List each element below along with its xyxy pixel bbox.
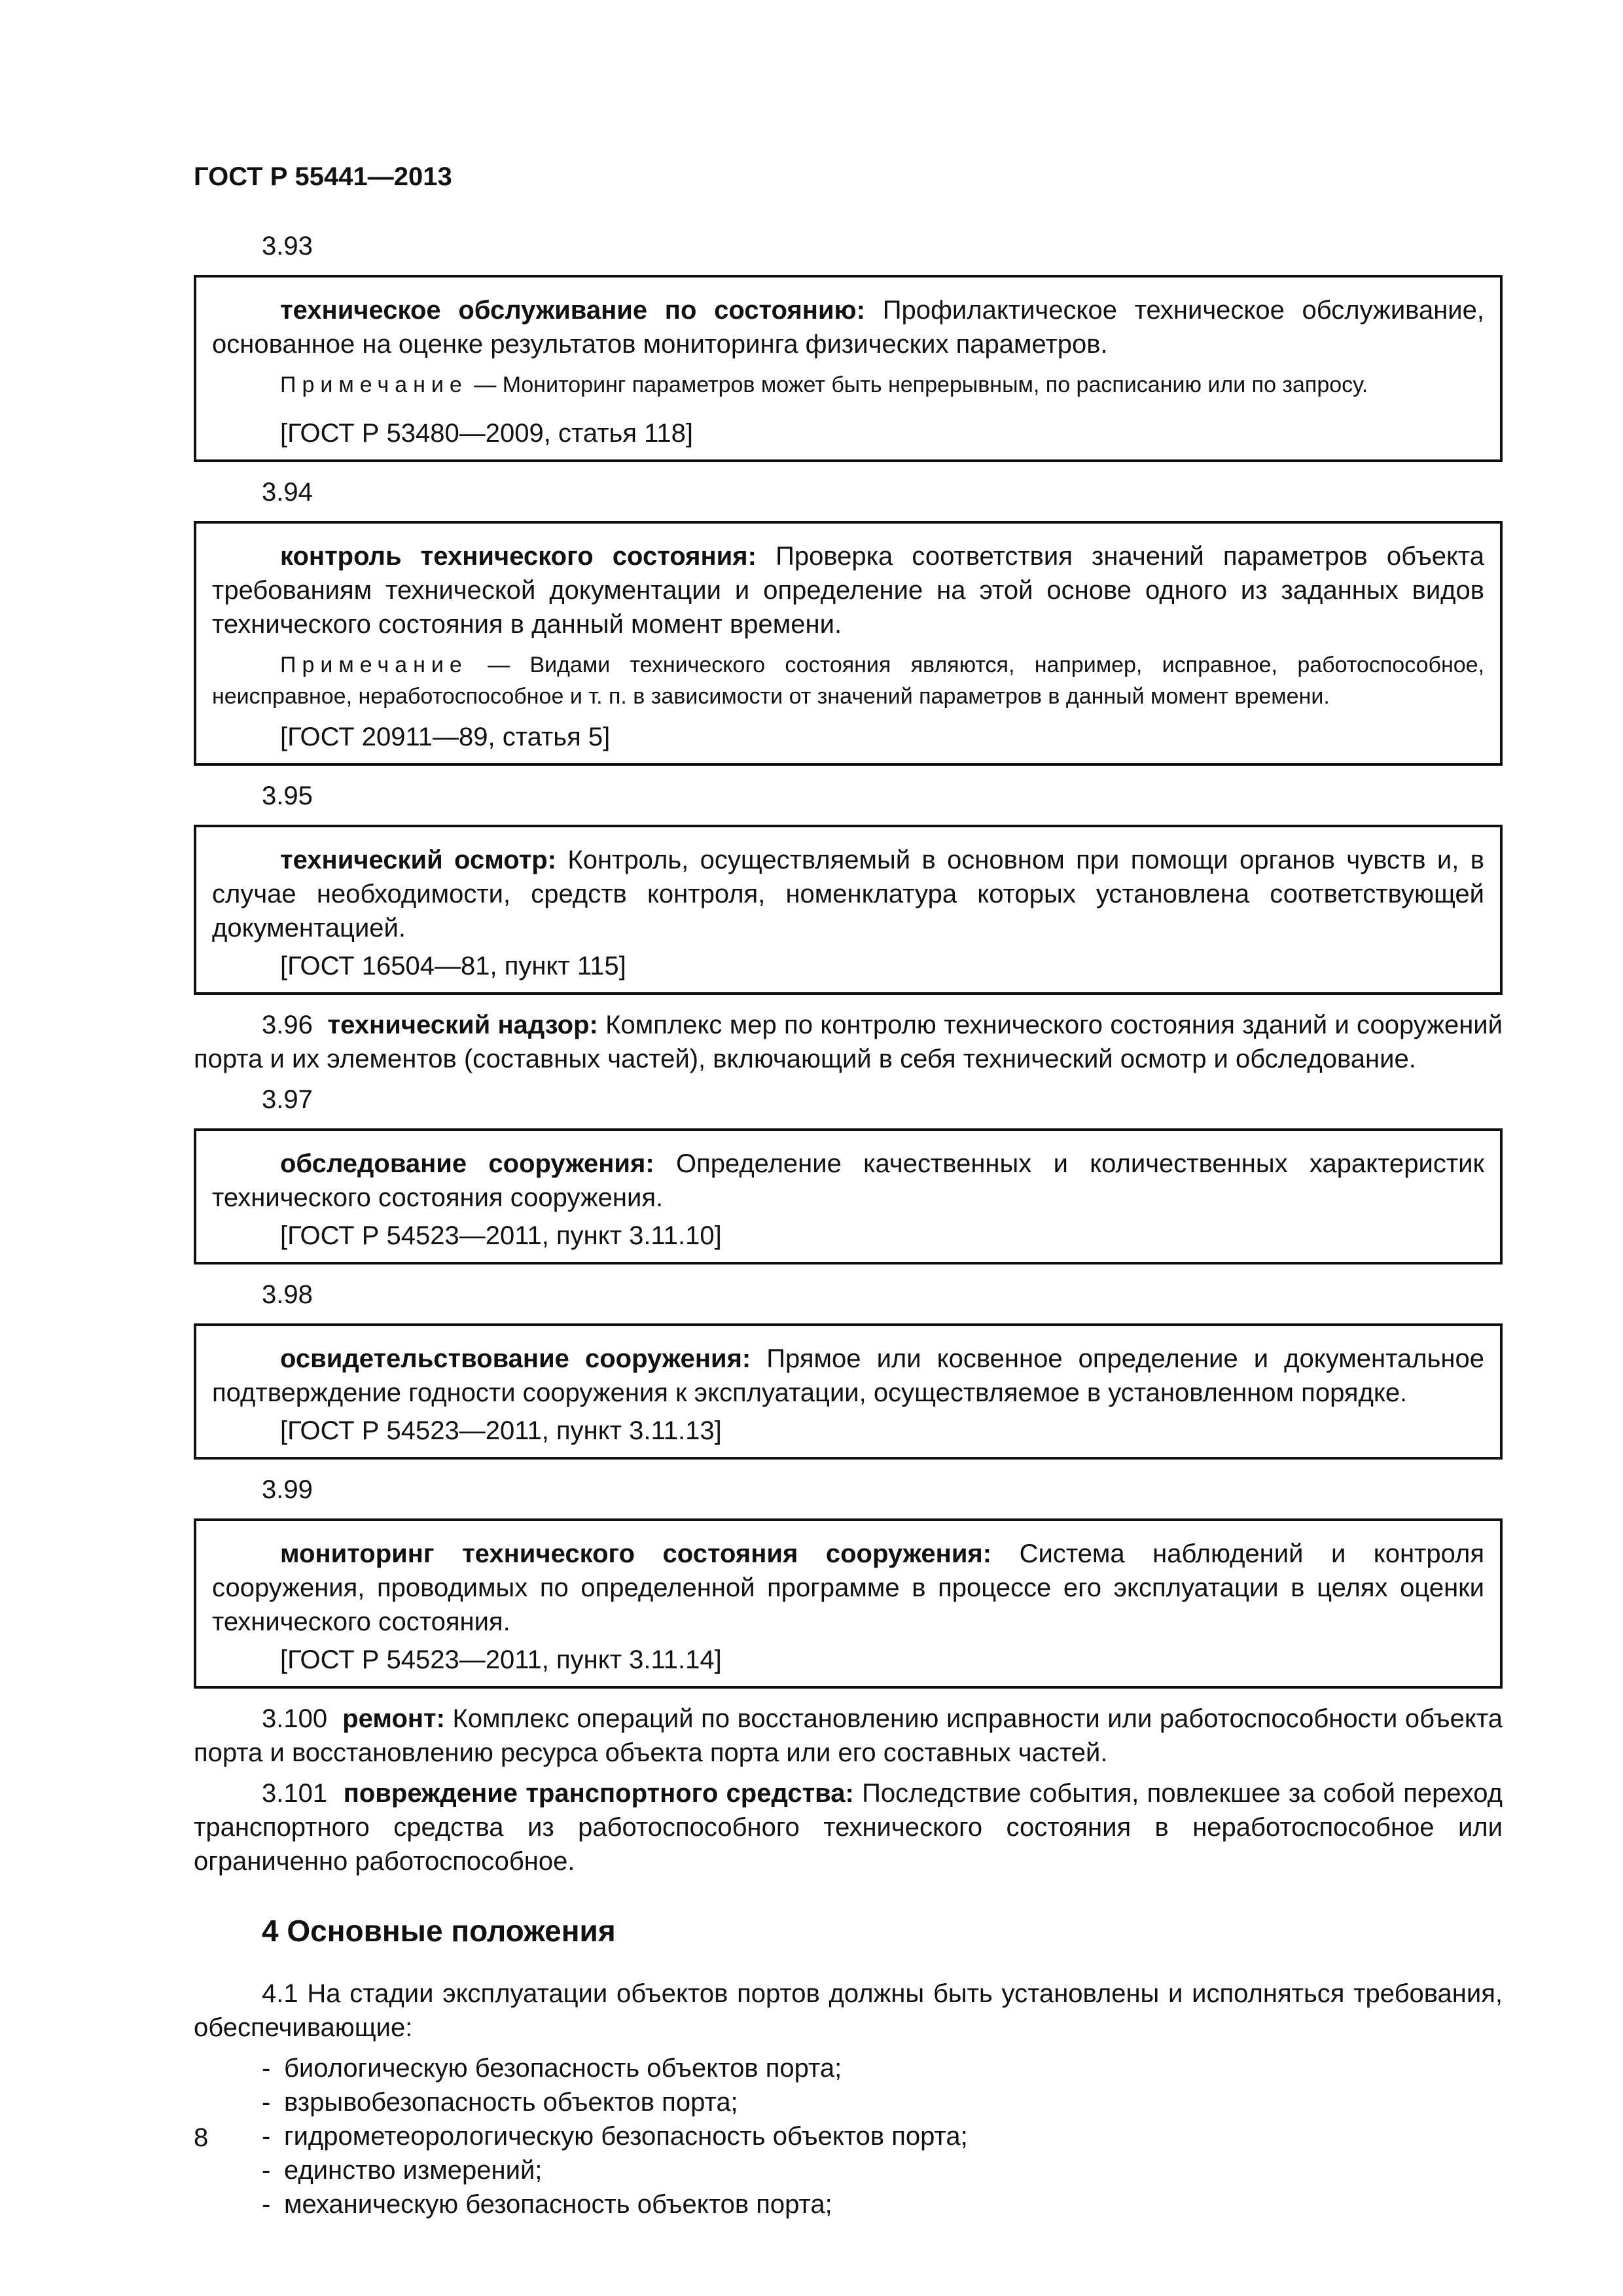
list-item: - биологическую безопасность объектов порта; (262, 2054, 842, 2083)
entry-number: 3.99 (262, 1475, 313, 1504)
term-box-3-94 (194, 521, 1503, 766)
term-definition (212, 1537, 1484, 1639)
term-definition (212, 843, 1484, 945)
entry-number: 3.97 (262, 1085, 313, 1114)
term-reference: [ГОСТ Р 53480—2009, статья 118] (280, 419, 694, 448)
definition: Профилактическое техническое обслуживание, основанное на оценке результатов мониторинга физических параметров. (212, 296, 1484, 359)
entry-number: 3.101 (262, 1779, 328, 1808)
section-heading: 4 Основные положения (262, 1914, 616, 1948)
entry-3-96 (194, 1008, 1503, 1076)
term-note (212, 649, 1484, 712)
entry-number: 3.96 (262, 1011, 313, 1039)
term-definition (212, 539, 1484, 641)
term: техническое обслуживание по состоянию: (280, 296, 866, 325)
list-item: - единство измерений; (262, 2156, 543, 2185)
term-definition (212, 1342, 1484, 1410)
entry-number: 3.100 (262, 1704, 328, 1733)
term: контроль технического состояния: (280, 542, 757, 571)
definition: Контроль, осуществляемый в основном при помощи органов чувств и, в случае необходимости, средств контроля, номенклатура которых установлена соответствующей документацией. (212, 846, 1485, 942)
term: освидетельствование сооружения: (280, 1344, 751, 1373)
note-text: — Видами технического состояния являются, например, исправное, работоспособное, неисправное, неработоспособное и т. п. в зависимости от значений параметров в данный момент времени. (212, 653, 1484, 709)
list-item: - взрывобезопасность объектов порта; (262, 2088, 738, 2117)
definition: Комплекс операций по восстановлению исправности или работоспособности объекта порта и восстановлению ресурса объекта порта или его составных частей. (194, 1704, 1503, 1767)
entry-3-100 (194, 1702, 1503, 1770)
term: повреждение транспортного средства: (343, 1779, 854, 1808)
term-definition (212, 1147, 1484, 1215)
definition: Система наблюдений и контроля сооружения, проводимых по определенной программе в процессе его эксплуатации в целях оценки технического состояния. (212, 1539, 1484, 1636)
definition: Определение качественных и количественных характеристик технического состояния сооружения. (212, 1149, 1484, 1212)
term-reference: [ГОСТ 20911—89, статья 5] (280, 723, 611, 751)
document-body (194, 229, 1503, 2221)
requirements-list (194, 2051, 1503, 2221)
definition: Прямое или косвенное определение и документальное подтверждение годности сооружения к эксплуатации, осуществляемое в установленном порядке. (212, 1344, 1484, 1407)
term-box-3-98 (194, 1323, 1503, 1460)
note-label: Примечание (280, 372, 468, 397)
term-box-3-95 (194, 825, 1503, 995)
term: ремонт: (342, 1704, 445, 1733)
document-header: ГОСТ Р 55441—2013 (194, 162, 452, 191)
entry-number: 3.98 (262, 1280, 313, 1309)
entry-number: 3.95 (262, 781, 313, 810)
term-definition (212, 293, 1484, 361)
term-box-3-97 (194, 1128, 1503, 1265)
term-reference: [ГОСТ Р 54523—2011, пункт 3.11.10] (280, 1221, 722, 1250)
term: технический осмотр: (280, 846, 557, 874)
term-box-3-93 (194, 275, 1503, 462)
page-number: 8 (194, 2123, 209, 2152)
term-reference: [ГОСТ Р 54523—2011, пункт 3.11.13] (280, 1416, 722, 1445)
entry-number: 3.94 (262, 478, 313, 507)
term: обследование сооружения: (280, 1149, 654, 1178)
entry-number: 3.93 (262, 232, 313, 260)
list-item: - гидрометеорологическую безопасность объектов порта; (262, 2122, 968, 2151)
term-note (212, 369, 1484, 401)
list-item: - механическую безопасность объектов порта; (262, 2190, 832, 2219)
term-reference: [ГОСТ 16504—81, пункт 115] (280, 952, 626, 980)
paragraph-4-1: 4.1 На стадии эксплуатации объектов портов должны быть установлены и исполняться требования, обеспечивающие: (194, 1979, 1503, 2042)
note-text: — Мониторинг параметров может быть непрерывным, по расписанию или по запросу. (467, 372, 1368, 397)
definition: Комплекс мер по контролю технического состояния зданий и сооружений порта и их элементов (составных частей), включающий в себя технический осмотр и обследование. (194, 1011, 1503, 1073)
note-label: Примечание (280, 653, 468, 677)
definition: Проверка соответствия значений параметров объекта требованиям технической документации и определение на этой основе одного из заданных видов технического состояния в данный момент времени. (212, 542, 1485, 639)
term-reference: [ГОСТ Р 54523—2011, пункт 3.11.14] (280, 1645, 722, 1674)
term: технический надзор: (327, 1011, 598, 1039)
entry-3-101 (194, 1776, 1503, 1878)
term-box-3-99 (194, 1518, 1503, 1689)
term: мониторинг технического состояния сооружения: (280, 1539, 992, 1568)
definition: Последствие события, повлекшее за собой переход транспортного средства из работоспособного технического состояния в неработоспособное или ограниченно работоспособное. (194, 1779, 1503, 1876)
